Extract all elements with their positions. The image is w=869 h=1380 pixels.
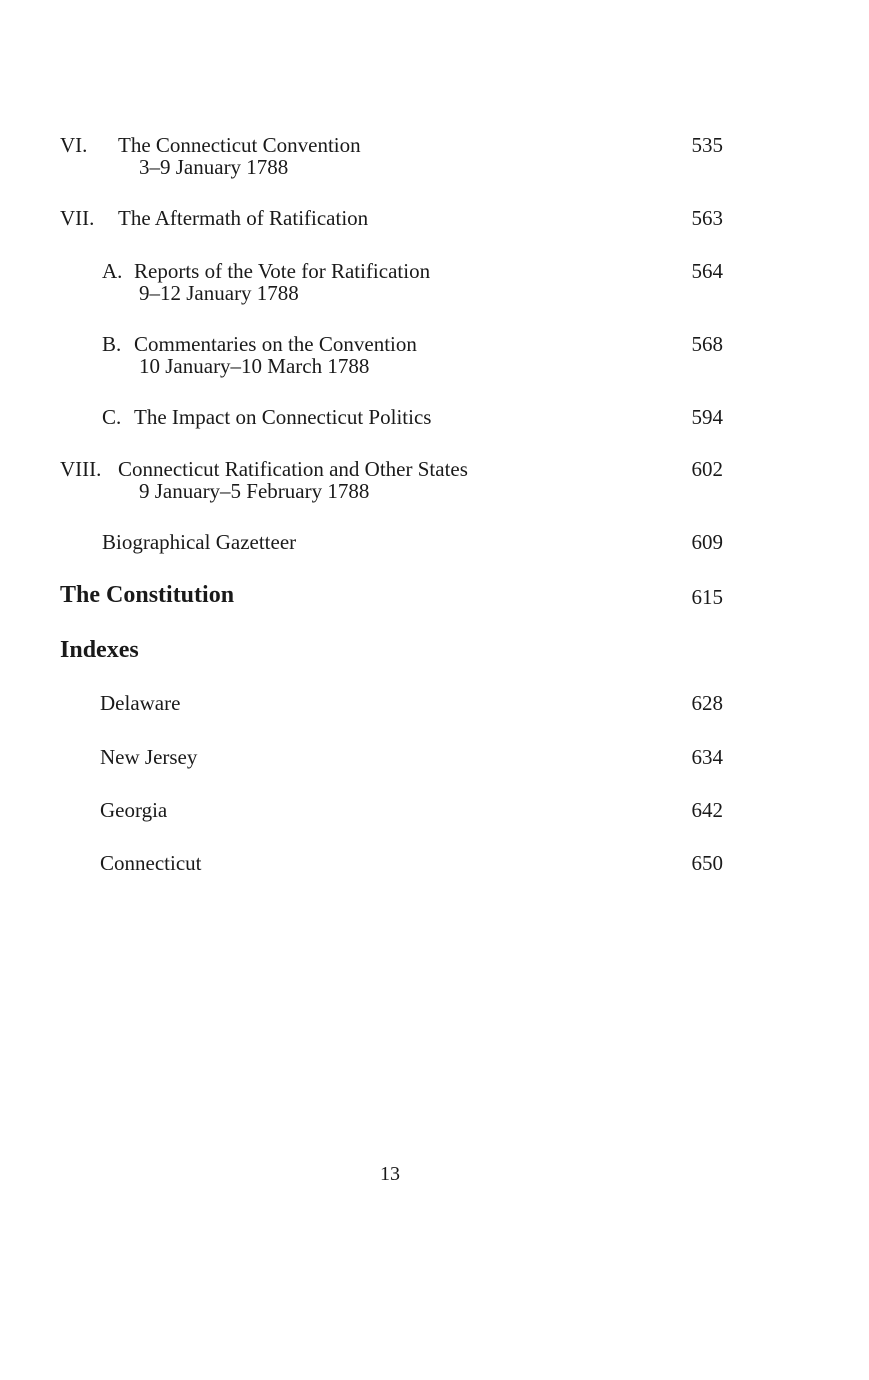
entry-numeral: VI.	[60, 133, 88, 157]
entry-page-number: 650	[691, 851, 723, 875]
entry-page-number: 628	[691, 691, 723, 715]
entry-date: 9 January–5 February 1788	[139, 479, 370, 503]
entry-title: The Impact on Connecticut Politics	[134, 405, 432, 429]
section-heading: The Constitution	[60, 582, 235, 608]
entry-numeral: VIII.	[60, 457, 102, 481]
entry-letter: A.	[102, 259, 123, 283]
entry-title: Georgia	[100, 798, 168, 822]
entry-page-number: 615	[691, 585, 723, 609]
entry-page-number: 594	[691, 405, 723, 429]
section-heading: Indexes	[60, 637, 139, 663]
entry-title: The Aftermath of Ratification	[118, 206, 369, 230]
entry-page-number: 634	[691, 745, 723, 769]
entry-page-number: 642	[691, 798, 723, 822]
entry-numeral: VII.	[60, 206, 95, 230]
entry-page-number: 602	[691, 457, 723, 481]
entry-title: Biographical Gazetteer	[102, 530, 297, 554]
page-folio-number: 13	[380, 1163, 400, 1185]
entry-date: 3–9 January 1788	[139, 155, 289, 179]
entry-page-number: 563	[691, 206, 723, 230]
entry-title: The Connecticut Convention	[118, 133, 361, 157]
entry-date: 10 January–10 March 1788	[139, 354, 370, 378]
entry-page-number: 609	[691, 530, 723, 554]
entry-title: Connecticut Ratification and Other States	[118, 457, 468, 481]
entry-title: New Jersey	[100, 745, 198, 769]
entry-title: Reports of the Vote for Ratification	[134, 259, 431, 283]
entry-title: Connecticut	[100, 851, 202, 875]
entry-title: Delaware	[100, 691, 181, 715]
entry-page-number: 564	[691, 259, 723, 283]
entry-letter: C.	[102, 405, 122, 429]
entry-page-number: 535	[691, 133, 723, 157]
entry-title: Commentaries on the Convention	[134, 332, 417, 356]
entry-page-number: 568	[691, 332, 723, 356]
entry-date: 9–12 January 1788	[139, 281, 299, 305]
entry-letter: B.	[102, 332, 122, 356]
